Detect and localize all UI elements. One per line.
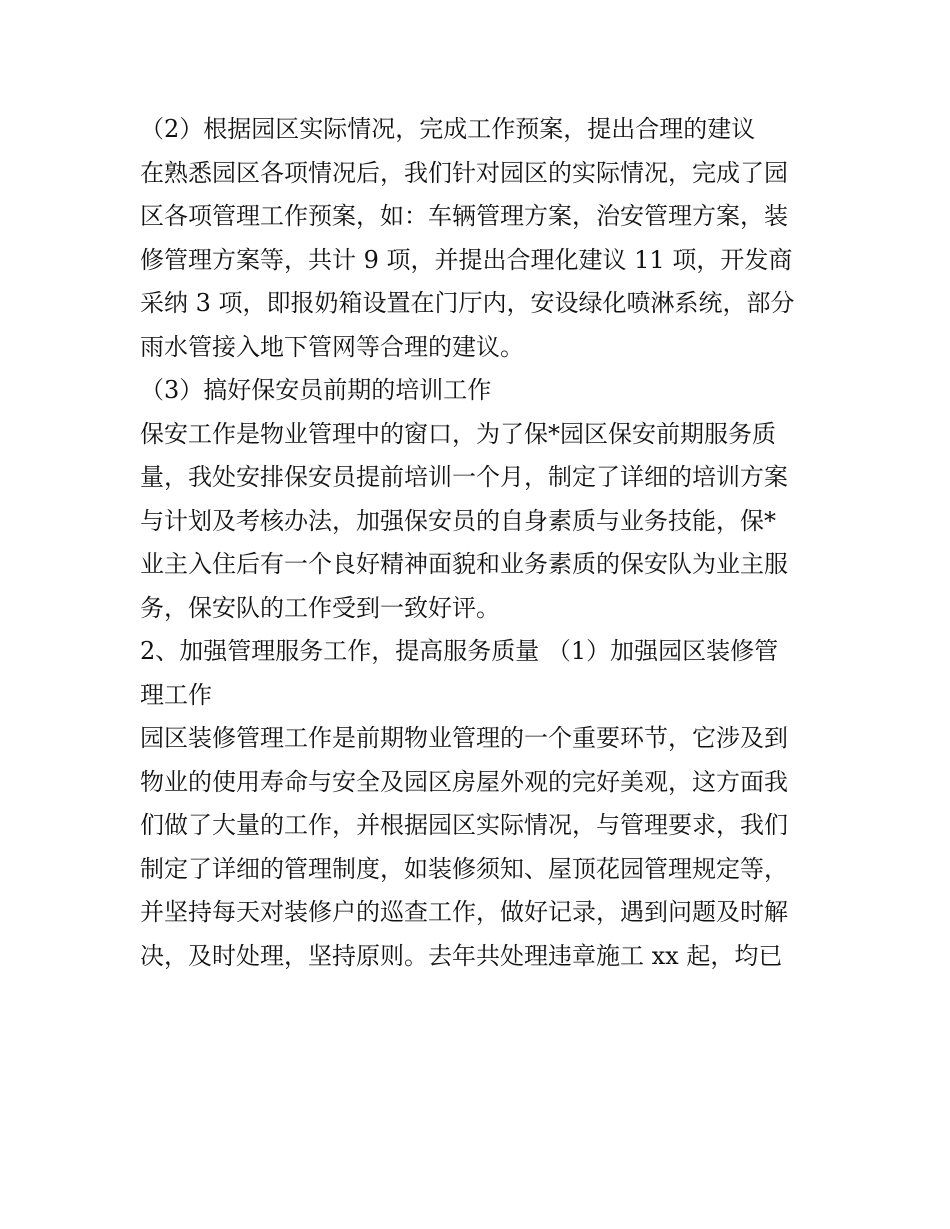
section-heading-2: （2）根据园区实际情况，完成工作预案，提出合理的建议 <box>140 115 756 143</box>
paragraph-line: 并坚持每天对装修户的巡查工作，做好记录，遇到问题及时解 <box>140 898 788 926</box>
section-heading-main-2: 2、加强管理服务工作，提高服务质量 （1）加强园区装修管 <box>140 637 779 665</box>
paragraph-line: 修管理方案等，共计 9 项，并提出合理化建议 11 项，开发商 <box>140 245 793 274</box>
paragraph-line: 保安工作是物业管理中的窗口，为了保*园区保安前期服务质 <box>140 419 776 448</box>
paragraph-line: 区各项管理工作预案，如：车辆管理方案，治安管理方案，装 <box>140 202 788 230</box>
paragraph-line: 制定了详细的管理制度，如装修须知、屋顶花园管理规定等， <box>140 854 788 883</box>
paragraph-line: 们做了大量的工作，并根据园区实际情况，与管理要求，我们 <box>140 811 788 839</box>
paragraph-line: 理工作 <box>140 680 212 709</box>
section-heading-3: （3）搞好保安员前期的培训工作 <box>140 376 492 404</box>
paragraph-line: 物业的使用寿命与安全及园区房屋外观的完好美观，这方面我 <box>140 767 788 796</box>
paragraph-line: 雨水管接入地下管网等合理的建议。 <box>140 332 524 361</box>
paragraph-line: 与计划及考核办法，加强保安员的自身素质与业务技能，保* <box>140 506 776 535</box>
paragraph-line: 务，保安队的工作受到一致好评。 <box>140 593 500 622</box>
paragraph-line: 决，及时处理，坚持原则。去年共处理违章施工 xx 起，均已 <box>140 941 783 970</box>
paragraph-line: 采纳 3 项，即报奶箱设置在门厅内，安设绿化喷淋系统，部分 <box>140 289 795 317</box>
paragraph-line: 在熟悉园区各项情况后，我们针对园区的实际情况，完成了园 <box>140 158 788 187</box>
paragraph-line: 量，我处安排保安员提前培训一个月，制定了详细的培训方案 <box>140 463 788 491</box>
paragraph-line: 业主入住后有一个良好精神面貌和业务素质的保安队为业主服 <box>140 550 788 578</box>
paragraph-line: 园区装修管理工作是前期物业管理的一个重要环节，它涉及到 <box>140 724 788 752</box>
document-body <box>140 108 820 978</box>
